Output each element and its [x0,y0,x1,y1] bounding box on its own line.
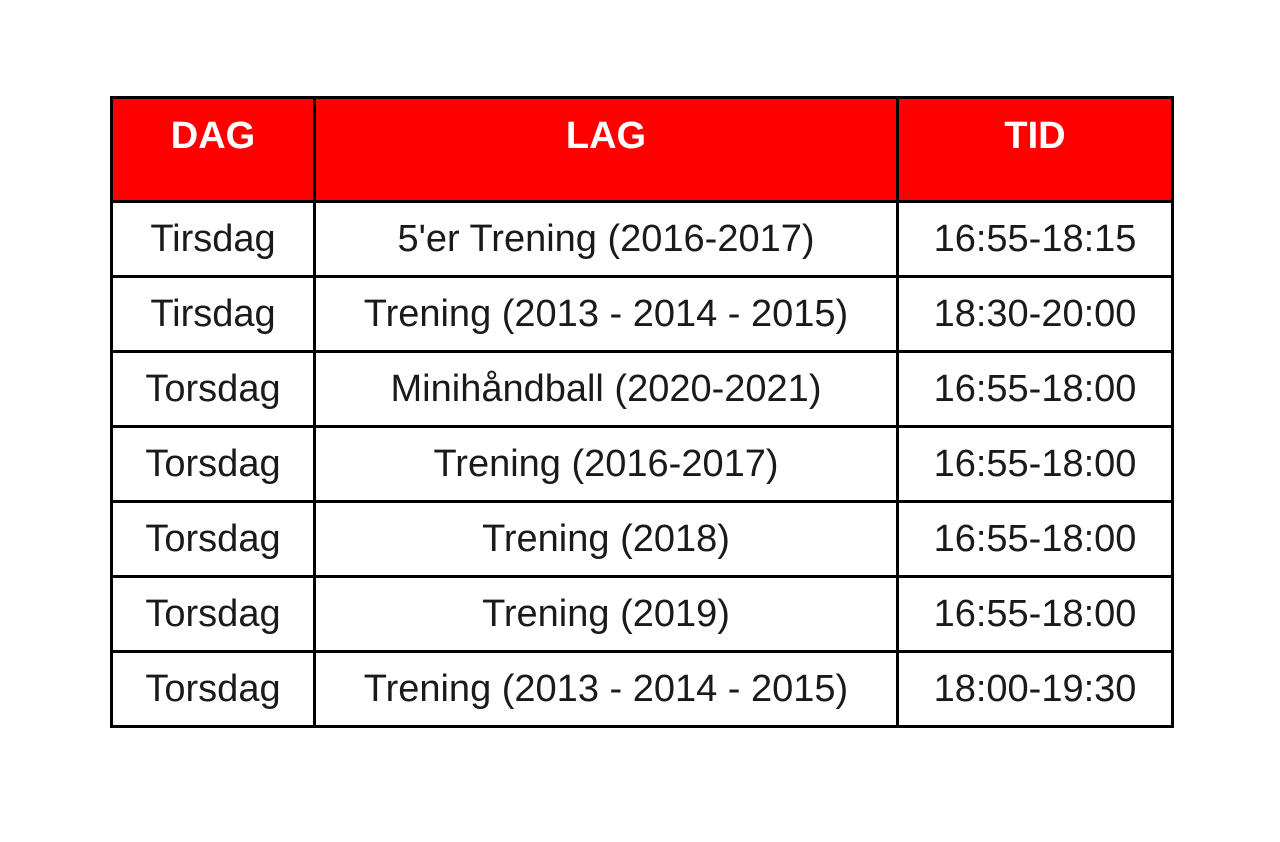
table-row [112,577,1173,652]
table-row [112,502,1173,577]
header-time: TID [898,98,1173,202]
cell-team: Minihåndball (2020-2021) [315,352,898,427]
table-body [112,202,1173,727]
table-row [112,352,1173,427]
table-row [112,652,1173,727]
cell-team: Trening (2019) [315,577,898,652]
header-day: DAG [112,98,315,202]
training-schedule-table [110,96,1174,728]
cell-day: Tirsdag [112,277,315,352]
table-header [112,98,1173,202]
cell-time: 16:55-18:15 [898,202,1173,277]
table-row [112,202,1173,277]
cell-day: Tirsdag [112,202,315,277]
cell-team: Trening (2013 - 2014 - 2015) [315,277,898,352]
cell-day: Torsdag [112,577,315,652]
cell-day: Torsdag [112,427,315,502]
table-row [112,277,1173,352]
cell-team: Trening (2018) [315,502,898,577]
cell-day: Torsdag [112,502,315,577]
cell-team: Trening (2013 - 2014 - 2015) [315,652,898,727]
cell-time: 16:55-18:00 [898,502,1173,577]
table-row [112,427,1173,502]
cell-team: 5'er Trening (2016-2017) [315,202,898,277]
cell-time: 18:30-20:00 [898,277,1173,352]
cell-time: 16:55-18:00 [898,352,1173,427]
header-row [112,98,1173,202]
cell-day: Torsdag [112,352,315,427]
cell-team: Trening (2016-2017) [315,427,898,502]
cell-time: 18:00-19:30 [898,652,1173,727]
header-team: LAG [315,98,898,202]
cell-day: Torsdag [112,652,315,727]
cell-time: 16:55-18:00 [898,427,1173,502]
cell-time: 16:55-18:00 [898,577,1173,652]
